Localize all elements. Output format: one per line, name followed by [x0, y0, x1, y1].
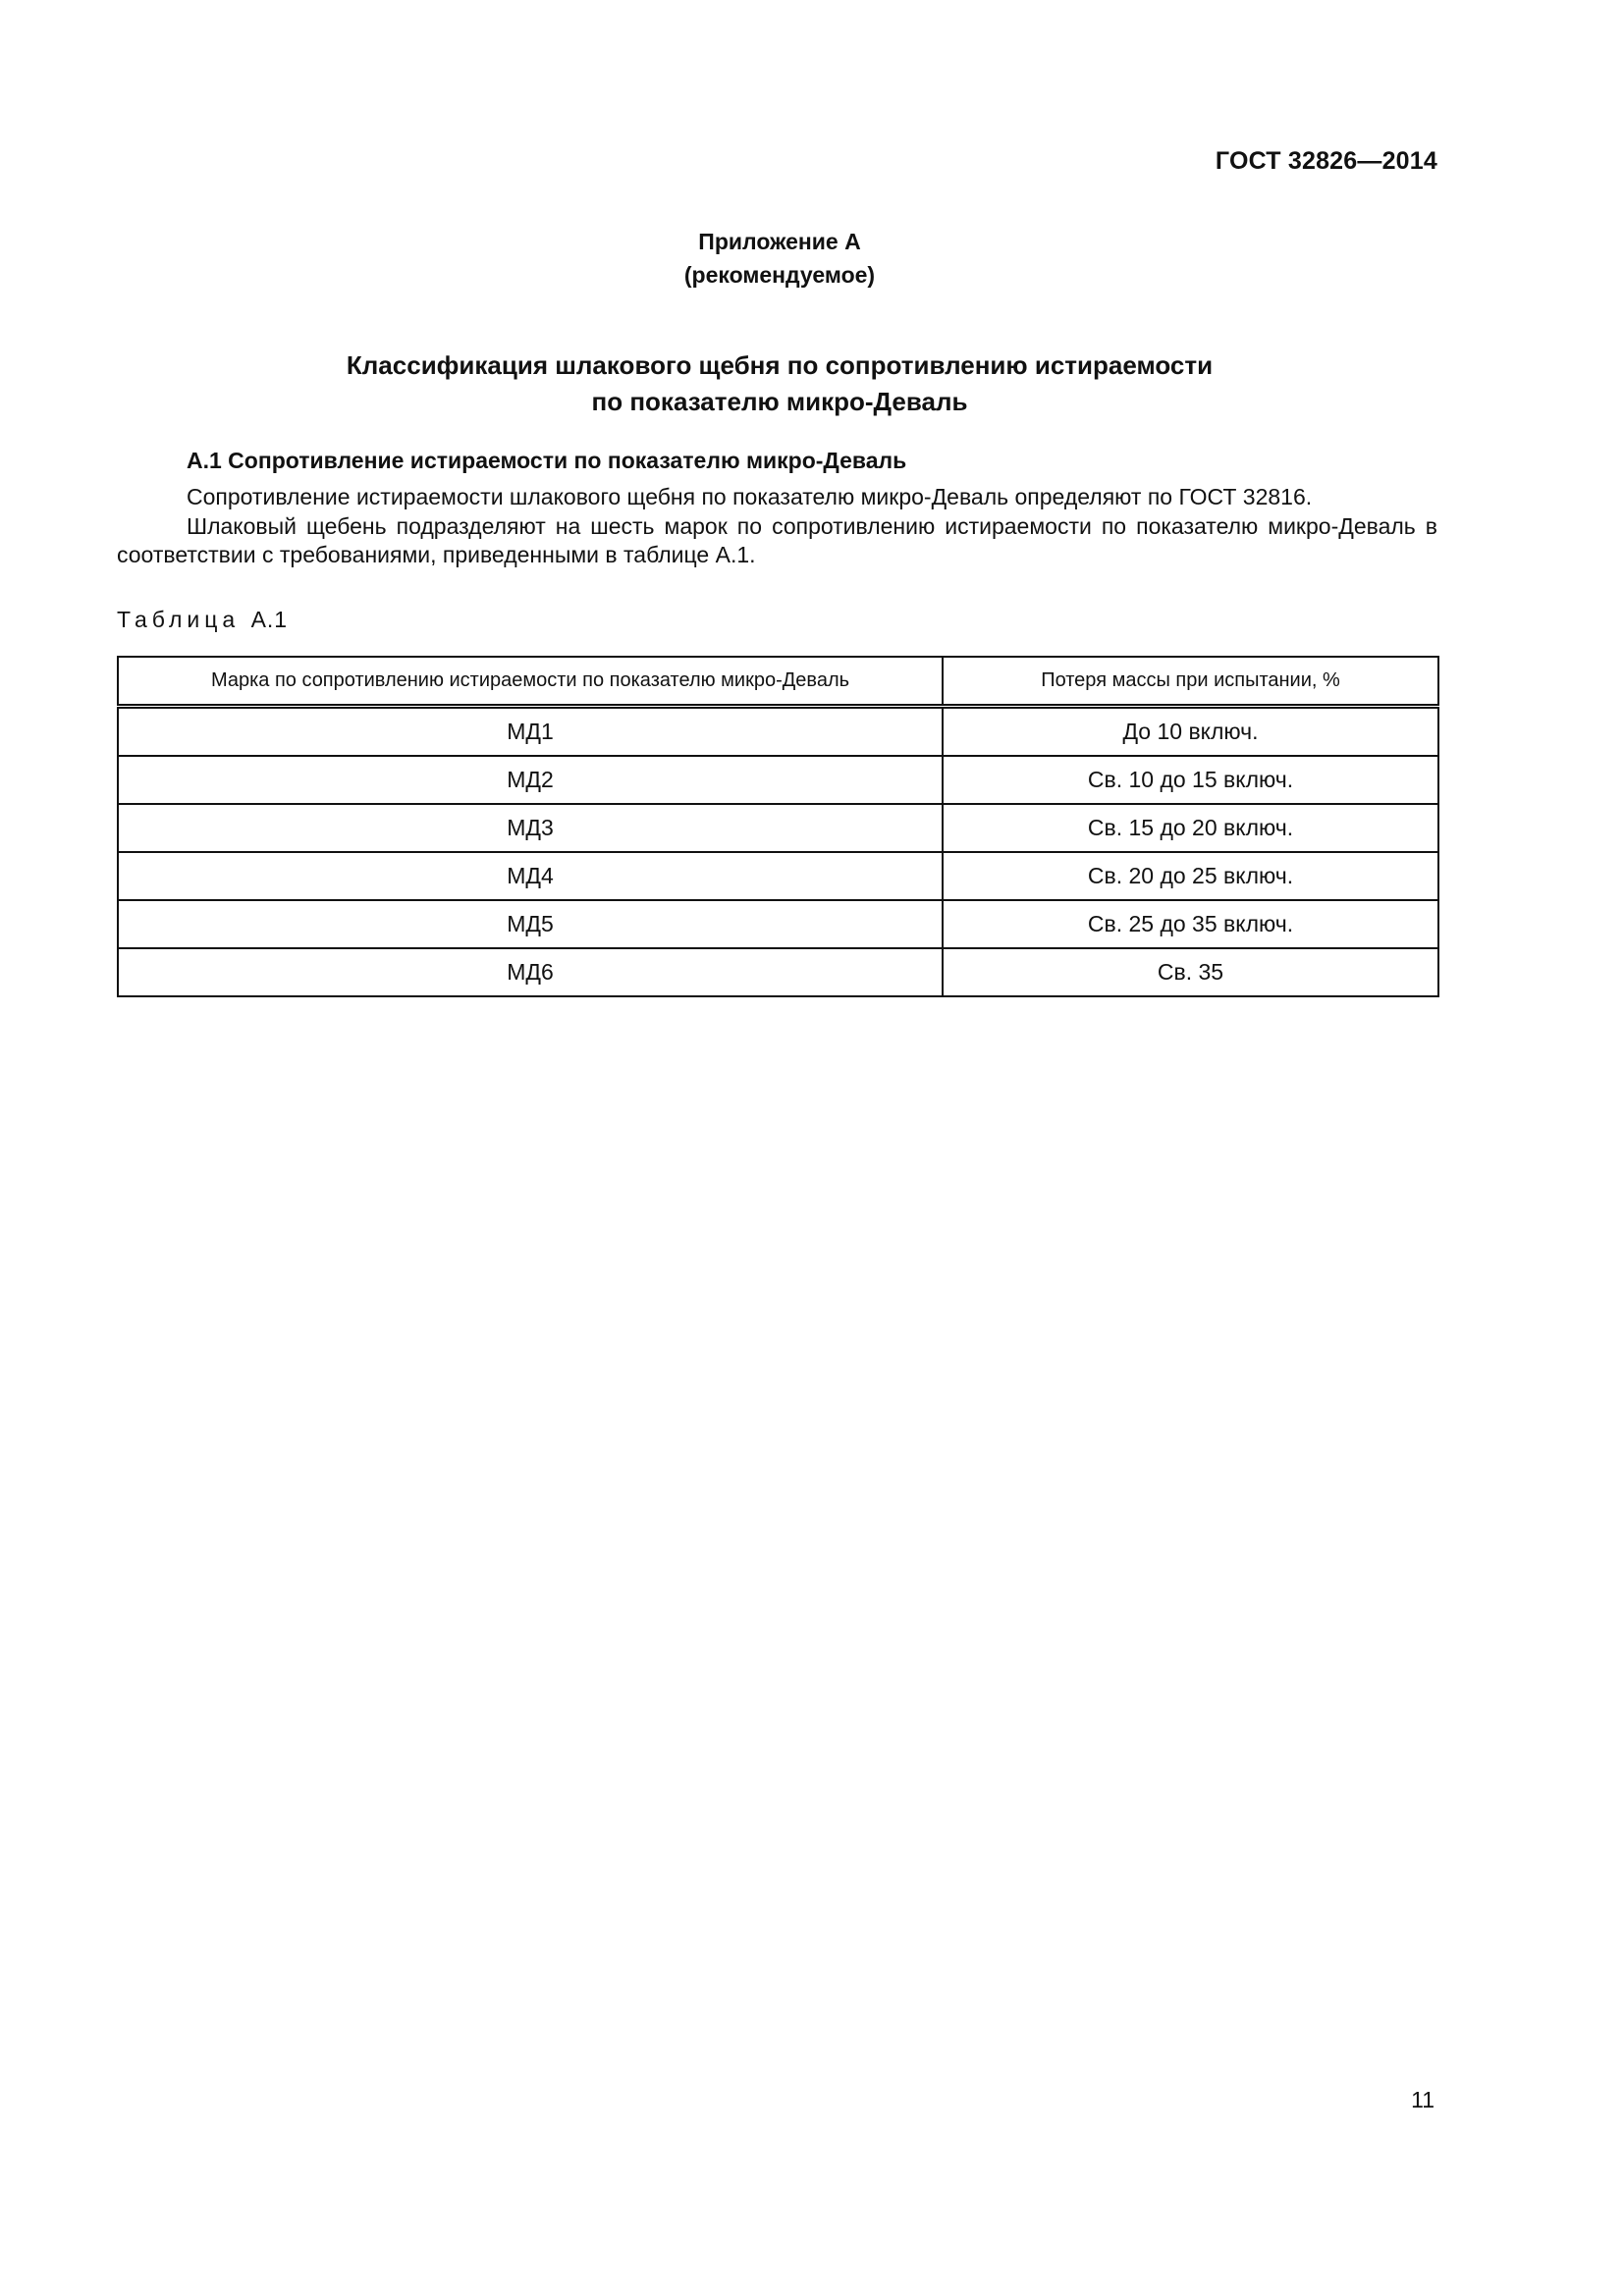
table-row	[118, 756, 1438, 804]
section-heading: А.1 Сопротивление истираемости по показателю микро-Деваль	[187, 448, 907, 473]
table-header-grade: Марка по сопротивлению истираемости по показателю микро-Деваль	[118, 657, 943, 707]
main-title-line-2: по показателю микро-Деваль	[591, 387, 968, 416]
table-caption	[117, 607, 288, 633]
grade-cell: МД5	[118, 900, 943, 948]
mass-loss-cell: До 10 включ.	[943, 707, 1438, 757]
table-header-mass-loss: Потеря массы при испытании, %	[943, 657, 1438, 707]
grade-cell: МД2	[118, 756, 943, 804]
paragraph-2: Шлаковый щебень подразделяют на шесть марок по сопротивлению истираемости по показателю микро-Деваль в соответствии с требованиями, приведенными в таблице А.1.	[117, 513, 1437, 567]
grade-cell: МД6	[118, 948, 943, 996]
table-row	[118, 900, 1438, 948]
table-row	[118, 948, 1438, 996]
main-title-line-1: Классификация шлакового щебня по сопротивлению истираемости	[346, 350, 1214, 380]
appendix-title: Приложение А	[698, 229, 861, 254]
mass-loss-cell: Св. 20 до 25 включ.	[943, 852, 1438, 900]
table-header-row	[118, 657, 1438, 707]
main-title	[0, 347, 1559, 420]
paragraph-1: Сопротивление истираемости шлакового щебня по показателю микро-Деваль определяют по ГОСТ 32816.	[187, 484, 1313, 509]
page-number: 11	[1411, 2087, 1435, 2112]
mass-loss-cell: Св. 15 до 20 включ.	[943, 804, 1438, 852]
table-row	[118, 852, 1438, 900]
grade-cell: МД3	[118, 804, 943, 852]
document-code: ГОСТ 32826—2014	[1215, 147, 1437, 175]
table-caption-word: Таблица	[117, 607, 241, 632]
table-row	[118, 804, 1438, 852]
mass-loss-cell: Св. 35	[943, 948, 1438, 996]
appendix-heading	[0, 225, 1559, 292]
grade-table	[117, 656, 1439, 997]
grade-cell: МД4	[118, 852, 943, 900]
mass-loss-cell: Св. 25 до 35 включ.	[943, 900, 1438, 948]
table-row	[118, 707, 1438, 757]
appendix-status: (рекомендуемое)	[683, 262, 876, 288]
table-caption-number: А.1	[250, 607, 289, 632]
grade-cell: МД1	[118, 707, 943, 757]
mass-loss-cell: Св. 10 до 15 включ.	[943, 756, 1438, 804]
